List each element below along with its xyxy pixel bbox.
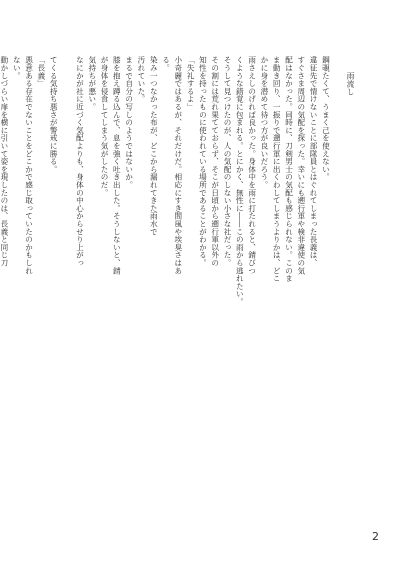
text-line [331, 56, 343, 488]
text-line: が身体を侵食してしまう気がしたのだ。 [100, 56, 110, 197]
text-line: くような錯覚に包まれる。とにかく、無性に――この雨から逃れたい。 [235, 56, 245, 306]
text-line: 鋼覗たくて、うまく己を使えない。 [321, 56, 331, 181]
text-line: かに身を潜めて待つ方が良いだろう。 [259, 56, 269, 189]
text-line: 小奇麗ではあるが、それだけだ。相応にすき間風や埃臭さはあ [173, 56, 183, 275]
text-line: 雨さえしのげれば良かった。身体中を雨に打たれると、錆びつ [247, 56, 257, 275]
text-line: その割には荒れ果てておらず、そこが日頃から遡行軍以外の [210, 56, 220, 267]
text-line: 違征先で情けないことに部隊員とはぐれてしまった長義は、 [309, 56, 319, 267]
vertical-text-block [0, 56, 356, 488]
text-line: まるで自分の写しのようではないか。 [124, 56, 134, 189]
text-line: 知性を持ったものに使われている場所であることがわかる。 [198, 56, 208, 267]
text-line: そうして見つけたのが、人の気配のしない小さな社だった。 [223, 56, 233, 267]
text-line: なにかが社に近づく気配よりも、身体の中心からせり上がっ [75, 56, 85, 267]
text-line: てくる気持ち悪さが警戒に勝る。 [49, 56, 59, 173]
text-line: ま動き回り、一振りで遡行軍に出くわしてしまうよりかは、どこ [272, 56, 282, 283]
text-line: 膝を抱え蹲る込んで、息を強く吐き出した。そうしないと、錆 [112, 56, 122, 275]
text-line: すぐさま周辺の気配を探った。幸いにも遡行軍や検非違使の気 [296, 56, 306, 275]
story-title: 雨流し [346, 72, 355, 96]
text-line: 動かしづらい扉を横に引いて姿を現したのは、長義と同じ刀 [0, 56, 9, 267]
text-line: 「失礼するよ」 [186, 56, 196, 111]
text-line: ない。 [12, 56, 22, 80]
text-line: 「長義」 [36, 56, 46, 88]
text-line: 染み一つなかった布が、どこから漏れてきた雨水で [149, 56, 159, 236]
text-line: 気持ちが悪い。 [87, 56, 97, 111]
text-line: る。 [161, 56, 171, 72]
text-line: 汚れていた。 [136, 56, 146, 103]
text-line: 悪意ある存在でないことをどこかで感じ取っていたのかもしれ [24, 56, 34, 275]
text-line: 配はなかった。同時に、刀剣男士の気配も感じられない。このま [284, 56, 294, 283]
page-number: 2 [372, 530, 379, 543]
column-gap [59, 56, 73, 488]
